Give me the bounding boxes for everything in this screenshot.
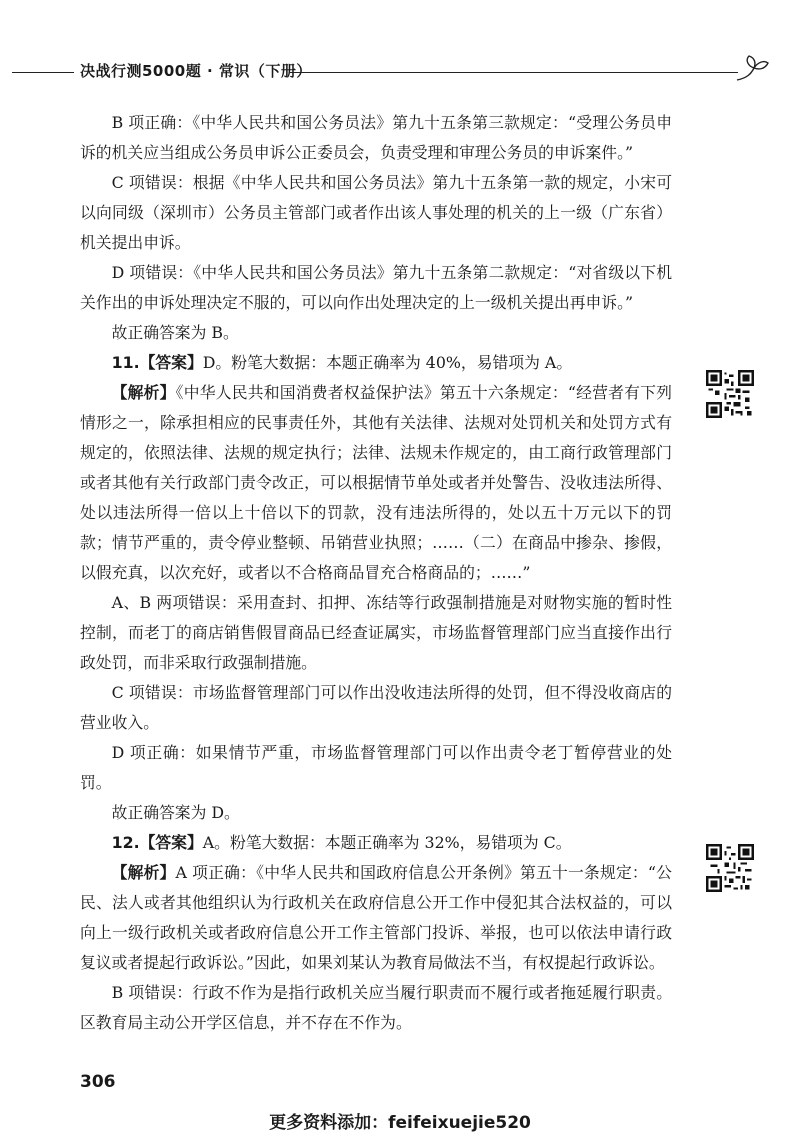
header-rule-left bbox=[12, 72, 74, 73]
running-header bbox=[0, 56, 800, 96]
header-title: 决战行测5000题 · 常识（下册） bbox=[80, 62, 312, 80]
page-number: 306 bbox=[80, 1072, 116, 1092]
footer-note: 更多资料添加：feifeixuejie520 bbox=[269, 1113, 531, 1133]
answer-line-11: 11.【答案】D。粉笔大数据：本题正确率为 40%，易错项为 A。 bbox=[111, 353, 573, 372]
page-body bbox=[80, 108, 672, 1038]
sprout-icon bbox=[733, 48, 775, 84]
qr-code-icon[interactable] bbox=[706, 370, 754, 418]
analysis-paragraph: 【解析】A 项正确：《中华人民共和国政府信息公开条例》第五十一条规定：“公民、法人或者其他组织认为行政机关在政府信息公开工作中侵犯其合法权益的，可以向上一级行政机关或者政府信息公开工作主管部门投诉、举报，也可以依法申请行政复议或者提起行政诉讼。”因此，如果刘某认为教育局做法不当，有权提起行政诉讼。 bbox=[80, 863, 672, 972]
paragraph: A、B 两项错误：采用查封、扣押、冻结等行政强制措施是对财物实施的暂时性控制，而老丁的商店销售假冒商品已经查证属实，市场监督管理部门应当直接作出行政处罚，而非采取行政强制措施。 bbox=[80, 593, 672, 672]
paragraph: B 项错误：行政不作为是指行政机关应当履行职责而不履行或者拖延履行职责。区教育局主动公开学区信息，并不存在不作为。 bbox=[80, 983, 672, 1032]
paragraph: D 项错误：《中华人民共和国公务员法》第九十五条第二款规定：“对省级以下机关作出的申诉处理决定不服的，可以向作出处理决定的上一级机关提出再申诉。” bbox=[80, 263, 672, 312]
paragraph: B 项正确：《中华人民共和国公务员法》第九十五条第三款规定：“受理公务员申诉的机关应当组成公务员申诉公正委员会，负责受理和审理公务员的申诉案件。” bbox=[80, 113, 672, 162]
paragraph: D 项正确：如果情节严重，市场监督管理部门可以作出责令老丁暂停营业的处罚。 bbox=[80, 743, 672, 792]
answer-line-12: 12.【答案】A。粉笔大数据：本题正确率为 32%，易错项为 C。 bbox=[111, 833, 572, 852]
paragraph: C 项错误：市场监督管理部门可以作出没收违法所得的处罚，但不得没收商店的营业收入。 bbox=[80, 683, 672, 732]
header-rule-right bbox=[290, 72, 738, 73]
paragraph: 故正确答案为 B。 bbox=[111, 323, 239, 342]
paragraph: 故正确答案为 D。 bbox=[111, 803, 240, 822]
qr-code-icon[interactable] bbox=[706, 844, 754, 892]
paragraph: C 项错误：根据《中华人民共和国公务员法》第九十五条第一款的规定，小宋可以向同级（深圳市）公务员主管部门或者作出该人事处理的机关的上一级（广东省）机关提出申诉。 bbox=[80, 173, 672, 252]
analysis-paragraph: 【解析】《中华人民共和国消费者权益保护法》第五十六条规定：“经营者有下列情形之一，除承担相应的民事责任外，其他有关法律、法规对处罚机关和处罚方式有规定的，依照法律、法规的规定执行；法律、法规未作规定的，由工商行政管理部门或者其他有关行政部门责令改正，可以根据情节单处或者并处警告、没收违法所得、处以违法所得一倍以上十倍以下的罚款，没有违法所得的，处以五十万元以下的罚款；情节严重的，责令停业整顿、吊销营业执照；……（二）在商品中掺杂、掺假，以假充真，以次充好，或者以不合格商品冒充合格商品的；……” bbox=[80, 383, 672, 582]
